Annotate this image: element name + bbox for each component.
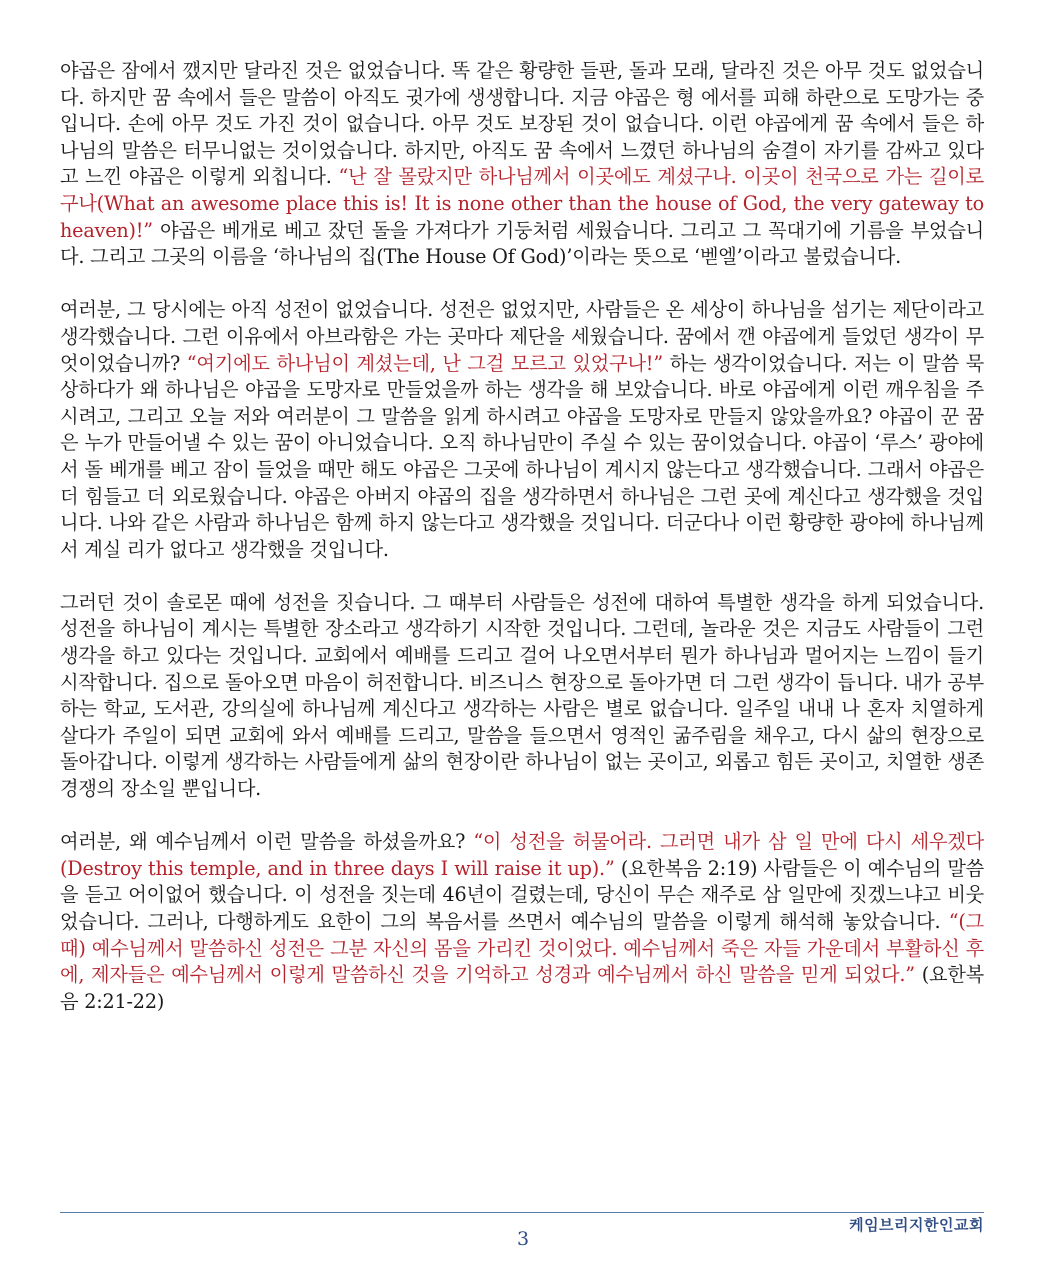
church-name: 케임브리지한인교회 <box>849 1216 984 1234</box>
footer-divider <box>60 1212 984 1213</box>
paragraph-2-text-cont: 하는 생각이었습니다. 저는 이 말씀 묵상하다가 왜 하나님은 야곱을 도망자로 만들었을까 하는 생각을 해 보았습니다. 바로 야곱에게 이런 깨우침을 주시려고, 그리고 오늘 저와 여러분이 그 말씀을 읽게 하시려고 야곱을 도망자로 만들지 않았을까요? 야곱이 꾼 꿈은 누가 만들어낼 수 있는 꿈이 아니었습니다. 오직 하나님만이 주실 수 있는 꿈이었습니다. 야곱이 ‘루스’ 광야에서 돌 베개를 베고 잠이 들었을 때만 해도 야곱은 그곳에 하나님이 계시지 않는다고 생각했습니다. 그래서 야곱은 더 힘들고 더 외로웠습니다. 야곱은 아버지 야곱의 집을 생각하면서 하나님은 그런 곳에 계신다고 생각했을 것입니다. 나와 같은 사람과 하나님은 함께 하지 않는다고 생각했을 것입니다. 더군다나 이런 황량한 광야에 하나님께서 계실 리가 없다고 생각했을 것입니다. <box>60 351 984 561</box>
bible-quote-bethel: “난 잘 몰랐지만 하나님께서 이곳에도 계셨구나. 이곳이 천국으로 가는 길이로구나(What an awesome place this is! It is none other than the house of God, the very gateway to heaven)!” <box>60 165 984 242</box>
sermon-body <box>60 58 984 1015</box>
paragraph-4 <box>60 829 984 1015</box>
bible-quote-god-was-here: “여기에도 하나님이 계셨는데, 난 그걸 모르고 있었구나!” <box>186 351 663 375</box>
paragraph-3 <box>60 590 984 803</box>
paragraph-2-text: 여러분, 그 당시에는 아직 성전이 없었습니다. 성전은 없었지만, 사람들은 온 세상이 하나님을 섬기는 제단이라고 생각했습니다. 그런 이유에서 아브라함은 가는 곳마다 제단을 세웠습니다. 꿈에서 깬 야곱에게 들었던 생각이 무엇이었습니까? <box>60 298 984 375</box>
paragraph-1-text-cont: 야곱은 베개로 베고 잤던 돌을 가져다가 기둥처럼 세웠습니다. 그리고 그 꼭대기에 기름을 부었습니다. 그리고 그곳의 이름을 ‘하나님의 집(The House Of God)’이라는 뜻으로 ‘벧엘’이라고 불렀습니다. <box>60 218 984 269</box>
paragraph-4-text: 여러분, 왜 예수님께서 이런 말씀을 하셨을까요? <box>60 830 474 854</box>
page-number: 3 <box>516 1228 530 1250</box>
bible-quote-temple-body: “(그 때) 예수님께서 말씀하신 성전은 그분 자신의 몸을 가리킨 것이었다. 예수님께서 죽은 자들 가운데서 부활하신 후에, 제자들은 예수님께서 이렇게 말씀하신 것을 기억하고 성경과 예수님께서 하신 말씀을 믿게 되었다.” <box>60 910 984 987</box>
bible-quote-destroy-temple: “이 성전을 허물어라. 그러면 내가 삼 일 만에 다시 세우겠다(Destroy this temple, and in three days I will raise it up).” <box>60 830 984 880</box>
paragraph-4-reference: (요한복음 2:21-22) <box>60 963 984 1013</box>
paragraph-1 <box>60 58 984 271</box>
paragraph-2 <box>60 297 984 563</box>
paragraph-3-text: 그러던 것이 솔로몬 때에 성전을 짓습니다. 그 때부터 사람들은 성전에 대하여 특별한 생각을 하게 되었습니다. 성전을 하나님이 계시는 특별한 장소라고 생각하기 시작한 것입니다. 그런데, 놀라운 것은 지금도 사람들이 그런 생각을 하고 있다는 것입니다. 교회에서 예배를 드리고 걸어 나오면서부터 뭔가 하나님과 멀어지는 느낌이 들기 시작합니다. 집으로 돌아오면 마음이 허전합니다. 비즈니스 현장으로 돌아가면 더 그런 생각이 듭니다. 내가 공부하는 학교, 도서관, 강의실에 하나님께 계신다고 생각하는 사람은 별로 없습니다. 일주일 내내 나 혼자 치열하게 살다가 주일이 되면 교회에 와서 예배를 드리고, 말씀을 들으면서 영적인 굶주림을 채우고, 다시 삶의 현장으로 돌아갑니다. 이렇게 생각하는 사람들에게 삶의 현장이란 하나님이 없는 곳이고, 외롭고 힘든 곳이고, 치열한 생존경쟁의 장소일 뿐입니다. <box>60 590 984 801</box>
paragraph-1-text: 야곱은 잠에서 깼지만 달라진 것은 없었습니다. 똑 같은 황량한 들판, 돌과 모래, 달라진 것은 아무 것도 없었습니다. 하지만 꿈 속에서 들은 말씀이 아직도 귓가에 생생합니다. 지금 야곱은 형 에서를 피해 하란으로 도망가는 중입니다. 손에 아무 것도 가진 것이 없습니다. 아무 것도 보장된 것이 없습니다. 이런 야곱에게 꿈 속에서 들은 하나님의 말씀은 터무니없는 것이었습니다. 하지만, 아직도 꿈 속에서 느꼈던 하나님의 숨결이 자기를 감싸고 있다고 느낀 야곱은 이렇게 외칩니다. <box>60 59 984 189</box>
paragraph-4-text-cont: (요한복음 2:19) 사람들은 이 예수님의 말씀을 듣고 어이없어 했습니다. 이 성전을 짓는데 46년이 걸렸는데, 당신이 무슨 재주로 삼 일만에 짓겠느냐고 비웃었습니다. 그러나, 다행하게도 요한이 그의 복음서를 쓰면서 예수님의 말씀을 이렇게 해석해 놓았습니다. <box>60 856 984 933</box>
